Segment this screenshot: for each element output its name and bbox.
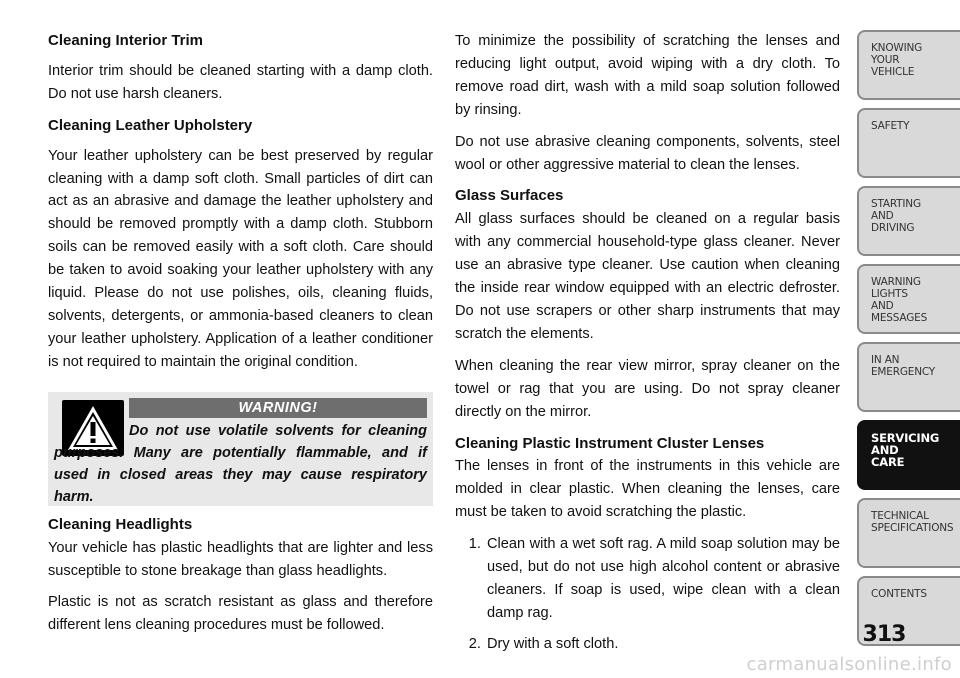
tab-starting-and-driving[interactable]: STARTING AND DRIVING (857, 186, 960, 256)
watermark: carmanualsonline.info (746, 654, 952, 675)
tab-servicing-and-care[interactable]: SERVICING AND CARE (857, 420, 960, 490)
cleaning-steps (455, 533, 840, 656)
tab-safety[interactable]: SAFETY (857, 108, 960, 178)
headlights-text-1: Your vehicle has plastic headlights that are lighter and less susceptible to stone breakage than glass headlights. (48, 539, 433, 579)
tab-knowing-your-vehicle[interactable]: KNOWING YOUR VEHICLE (857, 30, 960, 100)
list-item: 2. Dry with a soft cloth. (485, 633, 840, 656)
list-item: 1. Clean with a wet soft rag. A mild soap solution may be used, but do not use high alcohol content or abrasive cleaners. If soap is used, wipe clean with a clean damp rag. (485, 533, 840, 625)
section-tabs (857, 30, 960, 654)
cluster-text: The lenses in front of the instruments in this vehicle are molded in clear plastic. When cleaning the lenses, care must be taken to avoid scratching the plastic. (455, 458, 840, 521)
abrasive-warning-text: Do not use abrasive cleaning components, solvents, steel wool or other aggressive material to clean the lenses. (455, 133, 840, 173)
headlights-heading: Cleaning Headlights (48, 515, 193, 533)
tab-contents[interactable]: CONTENTS (857, 576, 960, 646)
lens-scratch-text: To minimize the possibility of scratching the lenses and reducing light output, avoid wiping with a dry cloth. To remove road dirt, wash with a mild soap solution followed by rinsing. (455, 33, 840, 118)
interior-trim-heading: Cleaning Interior Trim (48, 32, 204, 49)
interior-trim-text: Interior trim should be cleaned starting with a damp cloth. Do not use harsh cleaners. (48, 62, 433, 102)
cluster-heading: Cleaning Plastic Instrument Cluster Lenses (455, 434, 765, 452)
warning-box (48, 392, 433, 506)
tab-in-an-emergency[interactable]: IN AN EMERGENCY (857, 342, 960, 412)
mirror-text: When cleaning the rear view mirror, spray cleaner on the towel or rag that you are using. Do not spray cleaner directly on the mirror. (455, 357, 840, 420)
leather-text: Your leather upholstery can be best preserved by regular cleaning with a damp soft cloth. Small particles of dirt can act as an abrasive and damage the leather upholstery and should be removed promptly with a damp cloth. Stubborn soils can be removed easily with a soft cloth. Care should be taken to avoid soaking your leather upholstery with any liquid. Please do not use polishes, oils, cleaning fluids, solvents, detergents, or ammonia-based cleaners to clean your leather upholstery. Application of a leather conditioner is not required to maintain the original condition. (48, 147, 433, 370)
warning-text: Do not use volatile solvents for cleaning purposes. Many are potentially flammable, and if used in closed areas they may cause respiratory harm. (54, 422, 427, 505)
right-column (455, 30, 840, 665)
glass-heading: Glass Surfaces (455, 187, 564, 205)
leather-heading: Cleaning Leather Upholstery (48, 116, 253, 134)
left-column (48, 30, 433, 646)
tab-technical-specifications[interactable]: TECHNICAL SPECIFICATIONS (857, 498, 960, 568)
page-number: 313 (862, 622, 906, 647)
glass-text: All glass surfaces should be cleaned on a regular basis with any commercial household-type glass cleaner. Never use an abrasive type cleaner. Use caution when cleaning the inside rear window equipped with an electric defroster. Do not use scrapers or other sharp instruments that may scratch the elements. (455, 211, 840, 342)
tab-warning-lights[interactable]: WARNING LIGHTS AND MESSAGES (857, 264, 960, 334)
headlights-text-2: Plastic is not as scratch resistant as glass and therefore different lens cleaning procedures must be followed. (48, 594, 433, 634)
warning-title: WARNING! (129, 398, 427, 418)
